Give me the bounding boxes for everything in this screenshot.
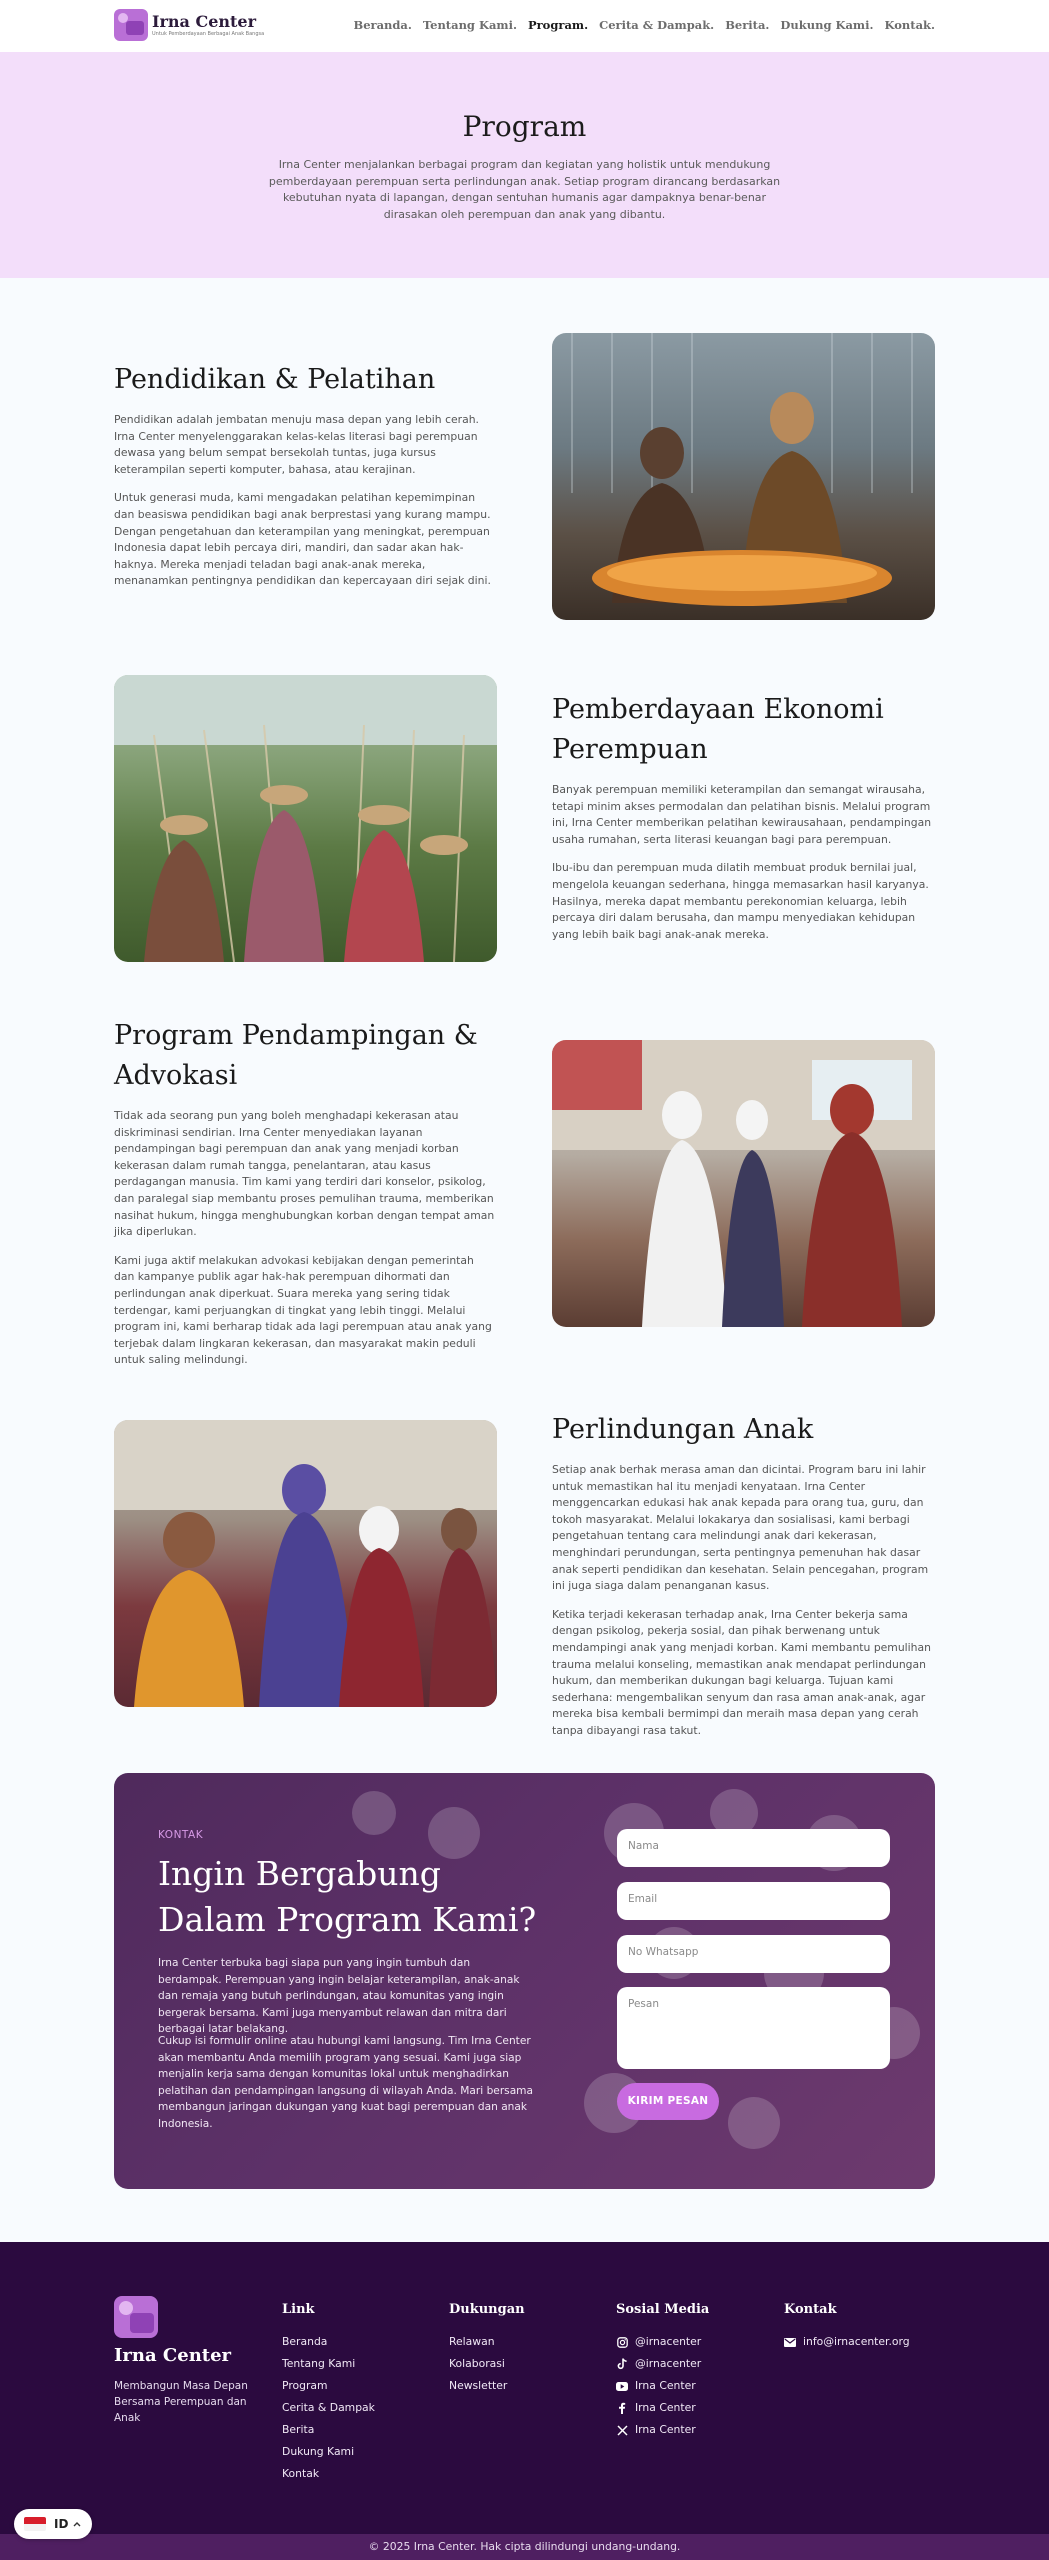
whatsapp-input[interactable]: No Whatsapp [617,1935,890,1973]
indonesia-flag-icon [24,2517,46,2531]
footer-link-cerita-dampak[interactable]: Cerita & Dampak [282,2401,375,2414]
program-text: Pendidikan adalah jembatan menuju masa depan yang lebih cerah. Irna Center menyelenggarakan kelas-kelas literasi bagi perempuan dewasa yang belum sempat bersekolah tuntas, juga kursus keterampilan seperti komputer, bahasa, atau kerajinan. [114,413,479,476]
footer-link-program[interactable]: Program [282,2379,328,2392]
contact-text: Cukup isi formulir online atau hubungi kami langsung. Tim Irna Center akan membantu Anda memilih program yang sesuai. Kami juga siap menjalin kerja sama dengan komunitas lokal untuk menghadirkan pelatihan dan pendampingan langsung di wilayah Anda. Mari bersama membangun jaringan dukungan yang kuat bagi perempuan dan anak Indonesia. [158,2035,533,2130]
social-label: Irna Center [635,2379,696,2392]
social-label: Irna Center [635,2423,696,2436]
language-switcher[interactable] [14,2509,92,2539]
program-pendidikan [114,360,497,590]
mail-icon [784,2336,796,2348]
program-photo-ekonomi [114,675,497,962]
footer-link-kontak[interactable]: Kontak [282,2467,320,2480]
footer-tagline: Membangun Masa Depan Bersama Perempuan dan Anak [114,2380,248,2424]
youtube-icon [616,2380,628,2392]
program-text: Ketika terjadi kekerasan terhadap anak, Irna Center bekerja sama dengan psikolog, pekerja sosial, dan pihak berwenang untuk mendampingi anak yang menjadi korban. Kami membantu pemulihan trauma melalui konseling, memastikan anak mendapat perlindungan hukum, dan memberikan dukungan bagi keluarga. Tujuan kami sederhana: mengembalikan senyum dan rasa aman anak-anak, agar mereka bisa kembali bermimpi dan meraih masa depan yang cerah tanpa dibayangi rasa takut. [552,1607,931,1737]
footer-support-title: Dukungan [449,2302,525,2317]
chevron-up-icon [73,2521,81,2527]
social-label: @irnacenter [635,2357,702,2370]
copyright: © 2025 Irna Center. Hak cipta dilindungi undang-undang. [0,2534,1049,2560]
social-tiktok[interactable] [616,2353,709,2375]
email-input[interactable]: Email [617,1882,890,1920]
footer-support [449,2302,525,2397]
program-title: Program Pendampingan & Advokasi [114,1020,478,1091]
social-label: Irna Center [635,2401,696,2414]
program-photo-perlindungan [114,1420,497,1707]
footer-social-title: Sosial Media [616,2302,710,2317]
send-message-button[interactable]: KIRIM PESAN [617,2083,719,2120]
instagram-icon [616,2336,628,2348]
top-navbar [0,0,1049,52]
social-x[interactable] [616,2419,709,2441]
nav-cerita-dampak[interactable]: Cerita & Dampak. [599,18,715,32]
nav-dukung-kami[interactable]: Dukung Kami. [780,18,874,32]
social-label: @irnacenter [635,2335,702,2348]
x-icon [616,2424,628,2436]
program-photo-pendampingan [552,1040,935,1327]
hero-text: Irna Center menjalankan berbagai program dan kegiatan yang holistik untuk mendukung pemberdayaan perempuan serta perlindungan anak. Setiap program dirancang berdasarkan kebutuhan nyata di lapangan, dengan sentuhan humanis agar dampaknya benar-benar dirasakan oleh perempuan dan anak yang dibantu. [268,158,781,221]
footer-link-newsletter[interactable]: Newsletter [449,2379,508,2392]
footer-link-tentang-kami[interactable]: Tentang Kami [282,2357,356,2370]
facebook-icon [616,2402,628,2414]
footer-social [616,2302,709,2441]
hero-section [0,52,1049,278]
social-facebook[interactable] [616,2397,709,2419]
message-textarea[interactable]: Pesan [617,1987,890,2069]
footer-link-relawan[interactable]: Relawan [449,2335,495,2348]
footer-links [282,2302,375,2485]
footer-brand-name: Irna Center [114,2345,232,2366]
brand-name: Irna Center [152,11,257,31]
footer-link-dukung-kami[interactable]: Dukung Kami [282,2445,355,2458]
contact-text: Irna Center terbuka bagi siapa pun yang ingin tumbuh dan berdampak. Perempuan yang ingin belajar keterampilan, anak-anak dan remaja yang butuh perlindungan, atau komunitas yang ingin bergerak bersama. Kami juga menyambut relawan dan mitra dari berbagai latar belakang. [158,1957,520,2035]
nav-kontak[interactable]: Kontak. [884,18,935,32]
footer-contact-title: Kontak [784,2302,837,2317]
program-text: Setiap anak berhak merasa aman dan dicintai. Program baru ini lahir untuk memastikan hal itu menjadi kenyataan. Irna Center menggencarkan edukasi hak anak kepada para orang tua, guru, dan tokoh masyarakat. Melalui lokakarya dan sosialisasi, kami berbagi pengetahuan tentang cara melindungi anak dari kekerasan, menghindari perundungan, serta pentingnya pemenuhan hak dasar anak seperti pendidikan dan kesehatan. Selain pencegahan, program ini juga siaga dalam penanganan kasus. [552,1463,929,1593]
nav-tentang-kami[interactable]: Tentang Kami. [422,18,517,32]
program-text: Tidak ada seorang pun yang boleh menghadapi kekerasan atau diskriminasi sendirian. Irna Center menyediakan layanan pendampingan bagi perempuan dan anak yang menjadi korban kekerasan dalam rumah tangga, penelantaran, atau kasus perdagangan manusia. Tim kami yang terdiri dari konselor, psikolog, dan paralegal siap membantu proses pemulihan trauma, memberikan nasihat hukum, hingga menghubungkan korban dengan tempat aman jika diperlukan. [114,1109,495,1239]
nav-berita[interactable]: Berita. [725,18,770,32]
footer-link-kolaborasi[interactable]: Kolaborasi [449,2357,505,2370]
contact-label: KONTAK [158,1829,204,1841]
footer [0,2242,1049,2560]
nav-links [353,18,935,32]
logo-icon [114,9,148,41]
program-title: Pemberdayaan Ekonomi Perempuan [552,694,884,765]
page-title: Program [462,110,587,143]
footer-link-beranda[interactable]: Beranda [282,2335,328,2348]
footer-links-title: Link [282,2302,315,2317]
program-title: Pendidikan & Pelatihan [114,364,436,395]
program-title: Perlindungan Anak [552,1414,814,1445]
brand-tagline: Untuk Pemberdayaan Berbagai Anak Bangsa [152,30,265,37]
contact-title: Ingin Bergabung Dalam Program Kami? [158,1854,537,1939]
nav-program[interactable]: Program. [527,18,589,32]
nav-beranda[interactable]: Beranda. [353,18,412,32]
tiktok-icon [616,2358,628,2370]
social-instagram[interactable] [616,2331,709,2353]
footer-contact [784,2302,910,2353]
program-ekonomi [552,690,935,943]
footer-link-berita[interactable]: Berita [282,2423,315,2436]
contact-section [114,1773,935,2189]
footer-email-text: info@irnacenter.org [803,2335,910,2348]
program-photo-pendidikan [552,333,935,620]
program-perlindungan [552,1410,935,1740]
social-youtube[interactable] [616,2375,709,2397]
program-text: Banyak perempuan memiliki keterampilan dan semangat wirausaha, tetapi minim akses permodalan dan pelatihan bisnis. Melalui program ini, Irna Center memberikan pelatihan kewirausahaan, pendampingan usaha rumahan, serta literasi keuangan bagi para perempuan. [552,783,932,846]
name-input[interactable]: Nama [617,1829,890,1867]
footer-logo-icon[interactable] [114,2296,158,2338]
program-pendampingan [114,1016,497,1369]
brand-logo[interactable] [114,9,264,41]
program-text: Untuk generasi muda, kami mengadakan pelatihan kepemimpinan dan beasiswa pendidikan bagi anak berprestasi yang kurang mampu. Dengan pengetahuan dan keterampilan yang meningkat, perempuan Indonesia dapat lebih percaya diri, mandiri, dan sadar akan hak-haknya. Mereka menjadi teladan bagi anak-anak mereka, menanamkan pentingnya pendidikan dan kepercayaan diri sejak dini. [114,491,491,588]
footer-email[interactable] [784,2331,910,2353]
program-text: Ibu-ibu dan perempuan muda dilatih membuat produk bernilai jual, mengelola keuangan sederhana, hingga memasarkan hasil karyanya. Hasilnya, mereka dapat membantu perekonomian keluarga, lebih percaya diri dalam berusaha, dan mampu menyediakan kehidupan yang lebih baik bagi anak-anak mereka. [552,861,929,941]
program-text: Kami juga aktif melakukan advokasi kebijakan dengan pemerintah dan kampanye publik agar hak-hak perempuan dihormati dan perlindungan anak diperkuat. Suara mereka yang sering tidak terdengar, kami perjuangkan di tingkat yang lebih tinggi. Melalui program ini, kami berharap tidak ada lagi perempuan atau anak yang terjebak dalam lingkaran kekerasan, dan masyarakat makin peduli untuk saling melindungi. [114,1253,492,1367]
language-code: ID [54,2517,69,2531]
